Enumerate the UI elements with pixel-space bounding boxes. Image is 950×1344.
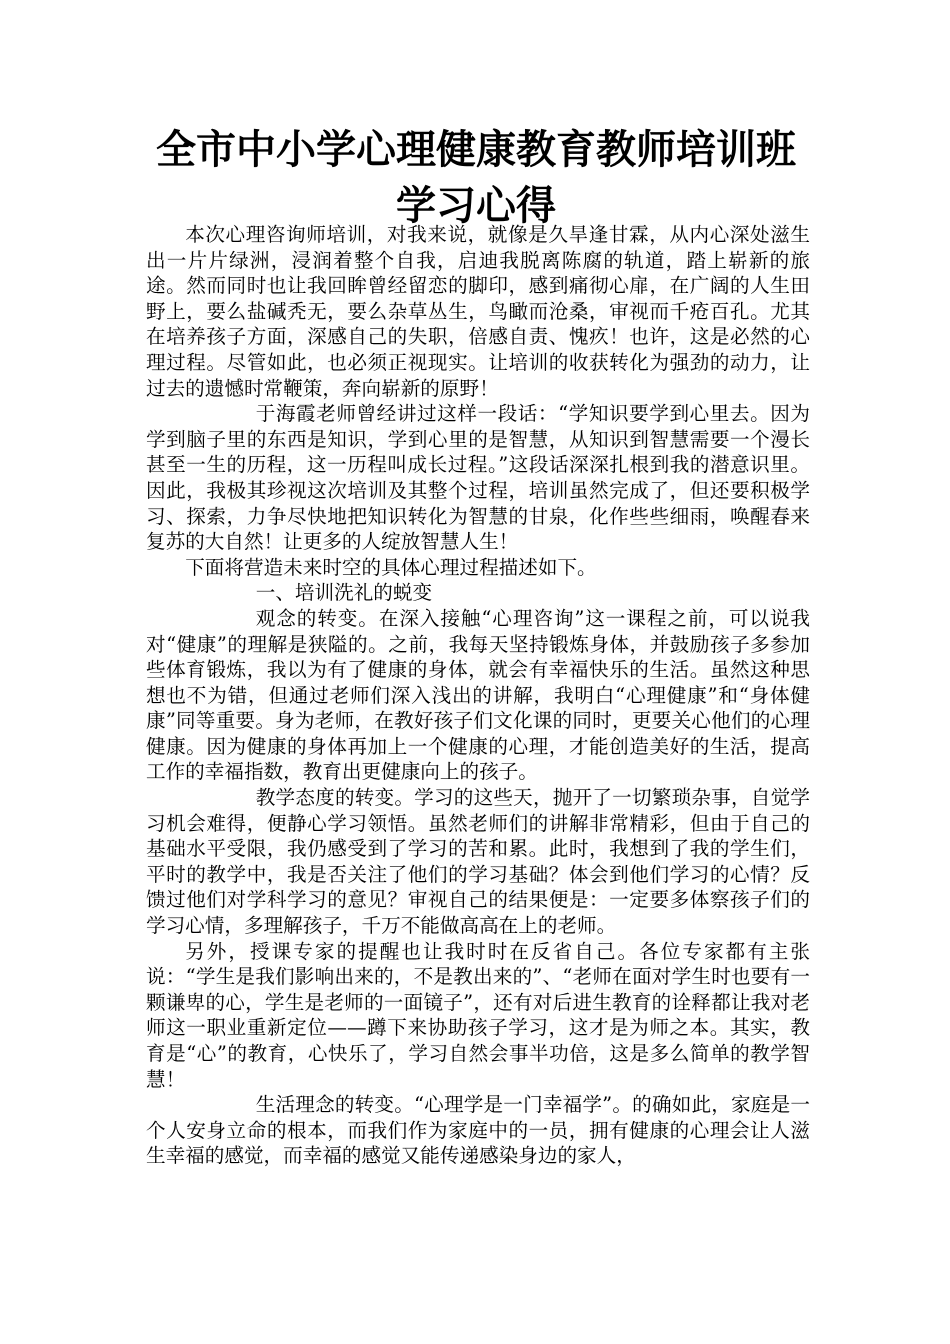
- document-title: 全市中小学心理健康教育教师培训班学习心得: [156, 126, 796, 229]
- section-heading: 一、培训洗礼的蜕变: [255, 581, 433, 605]
- paragraph-teaching-attitude: 教学态度的转变。学习的这些天，抛开了一切繁琐杂事，自觉学习机会难得，便静心学习领悟。虽然老师们的讲解非常精彩，但由于自己的基础水平受限，我仍感受到了学习的苦和累。此时，我想到了我的学生们，平时的教学中，我是否关注了他们的学习基础？体会到他们学习的心情？反馈过他们对学科学习的意见？审视自己的结果便是：一定要多体察孩子们的学习心情，多理解孩子，千万不能做高高在上的老师。: [146, 786, 810, 938]
- paragraph-life-philosophy: 生活理念的转变。“心理学是一门幸福学”。的确如此，家庭是一个人安身立命的根本，而我们作为家庭中的一员，拥有健康的心理会让人滋生幸福的感觉，而幸福的感觉又能传递感染身边的家人，: [146, 1093, 810, 1168]
- paragraph-intro: 本次心理咨询师培训，对我来说，就像是久旱逢甘霖，从内心深处滋生出一片片绿洲，浸润着整个自我，启迪我脱离陈腐的轨道，踏上崭新的旅途。然而同时也让我回眸曾经留恋的脚印，感到痛彻心扉，在广阔的人生田野上，要么盐碱秃无，要么杂草丛生，鸟瞰而沧桑，审视而千疮百孔。尤其在培养孩子方面，深感自己的失职，倍感自责、愧疚！也许，这是必然的心理过程。尽管如此，也必须正视现实。让培训的收获转化为强劲的动力，让过去的遗憾时常鞭策，奔向崭新的原野！: [146, 223, 810, 400]
- document-body: [146, 222, 810, 1169]
- paragraph-concept-change: 观念的转变。在深入接触“心理咨询”这一课程之前，可以说我对“健康”的理解是狭隘的。之前，我每天坚持锻炼身体，并鼓励孩子多参加些体育锻炼，我以为有了健康的身体，就会有幸福快乐的生活。虽然这种思想也不为错，但通过老师们深入浅出的讲解，我明白“心理健康”和“身体健康”同等重要。身为老师，在教好孩子们文化课的同时，更要关心他们的心理健康。因为健康的身体再加上一个健康的心理，才能创造美好的生活，提高工作的幸福指数，教育出更健康向上的孩子。: [146, 606, 810, 784]
- paragraph-quote: 于海霞老师曾经讲过这样一段话：“学知识要学到心里去。因为学到脑子里的东西是知识，学到心里的是智慧，从知识到智慧需要一个漫长甚至一生的历程，这一历程叫成长过程。”这段话深深扎根到我的潜意识里。因此，我极其珍视这次培训及其整个过程，培训虽然完成了，但还要积极学习、探索，力争尽快地把知识转化为智慧的甘泉，化作些些细雨，唤醒春来复苏的大自然！让更多的人绽放智慧人生！: [146, 402, 810, 554]
- paragraph-expert-advice: 另外，授课专家的提醒也让我时时在反省自己。各位专家都有主张说：“学生是我们影响出来的，不是教出来的”、“老师在面对学生时也要有一颗谦卑的心，学生是老师的一面镜子”，还有对后进生教育的诠释都让我对老师这一职业重新定位——蹲下来协助孩子学习，这才是为师之本。其实，教育是“心”的教育，心快乐了，学习自然会事半功倍，这是多么简单的教学智慧！: [146, 939, 810, 1091]
- paragraph-transition: 下面将营造未来时空的具体心理过程描述如下。: [185, 555, 597, 579]
